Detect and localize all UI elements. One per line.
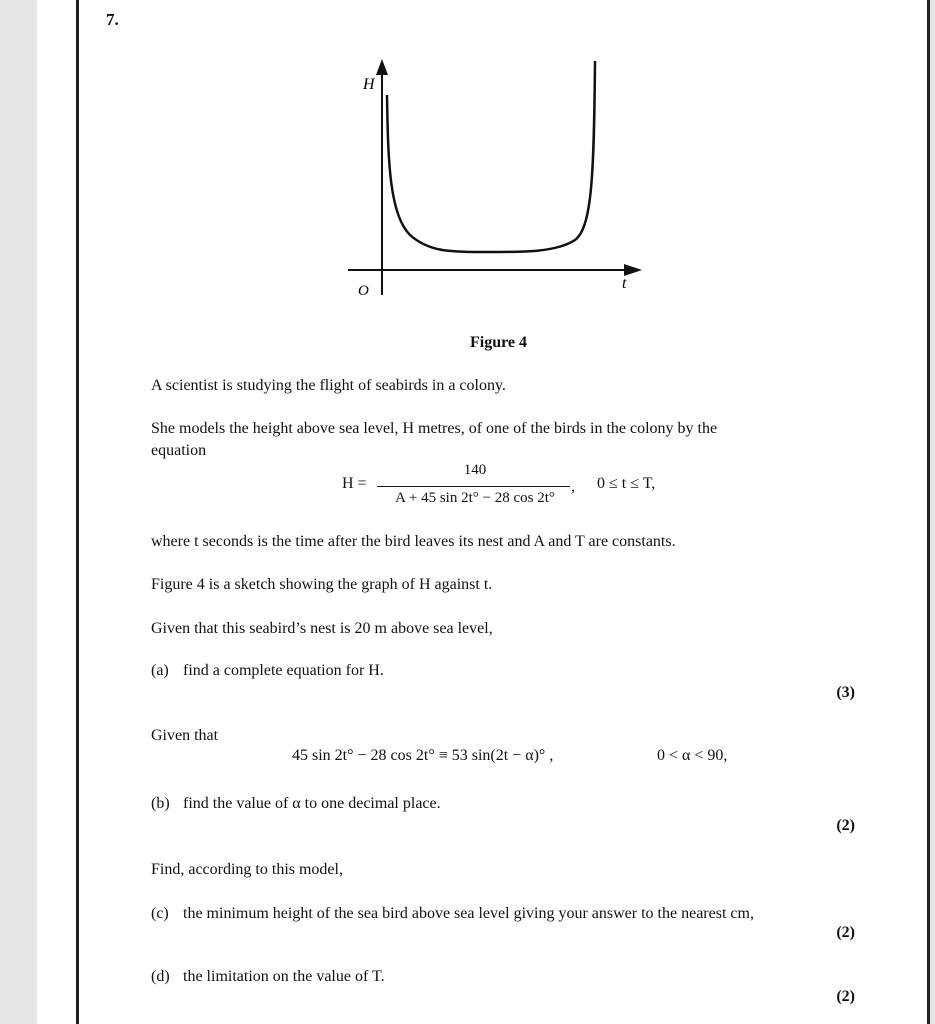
given-that-text: Given that (151, 727, 219, 744)
y-axis-arrowhead (376, 59, 388, 75)
equation-domain: 0 ≤ t ≤ T, (597, 475, 656, 492)
part-c-label: (c) (151, 905, 169, 922)
equation-numerator: 140 (463, 462, 487, 478)
part-a (151, 660, 384, 682)
find-model-text: Find, according to this model, (151, 861, 343, 878)
figure-4-sketch (330, 55, 660, 305)
identity-expression: 45 sin 2t° − 28 cos 2t° ≡ 53 sin(2t − α)° , (292, 747, 554, 764)
part-d (151, 966, 385, 988)
fraction-bar (377, 486, 570, 487)
height-curve (387, 61, 595, 252)
x-axis-label: t (622, 275, 627, 292)
given-nest-text: Given that this seabird’s nest is 20 m above sea level, (151, 620, 493, 637)
part-d-marks: (2) (836, 988, 855, 1005)
model-text-line1: She models the height above sea level, H metres, of one of the birds in the colony by the (151, 420, 718, 437)
equation-comma: , (571, 478, 575, 495)
right-margin-panel (930, 0, 935, 1024)
equation-lhs: H = (342, 475, 367, 492)
part-a-label: (a) (151, 662, 169, 679)
y-axis-label: H (363, 76, 375, 93)
part-c (151, 903, 754, 925)
part-a-marks: (3) (836, 684, 855, 701)
part-b-label: (b) (151, 795, 170, 812)
part-d-text: the limitation on the value of T. (183, 968, 385, 985)
part-c-text: the minimum height of the sea bird above sea level giving your answer to the nearest cm, (183, 905, 754, 922)
origin-label: O (358, 283, 369, 299)
x-axis-arrowhead (624, 264, 642, 276)
part-b-marks: (2) (836, 817, 855, 834)
part-a-text: find a complete equation for H. (183, 662, 384, 679)
question-number: 7. (106, 10, 119, 29)
where-text: where t seconds is the time after the bird leaves its nest and A and T are constants. (151, 533, 676, 550)
figure-caption: Figure 4 (470, 334, 528, 351)
part-d-label: (d) (151, 968, 170, 985)
figure-description-text: Figure 4 is a sketch showing the graph of H against t. (151, 576, 493, 593)
intro-text: A scientist is studying the flight of seabirds in a colony. (151, 377, 506, 394)
model-text-line2: equation (151, 442, 207, 459)
alpha-condition: 0 < α < 90, (657, 747, 728, 764)
part-c-marks: (2) (836, 924, 855, 941)
part-b-text: find the value of α to one decimal place. (183, 795, 441, 812)
left-margin-panel (0, 0, 37, 1024)
page-border-left (76, 0, 79, 1024)
part-b (151, 793, 441, 815)
equation-denominator: A + 45 sin 2t° − 28 cos 2t° (395, 490, 555, 506)
